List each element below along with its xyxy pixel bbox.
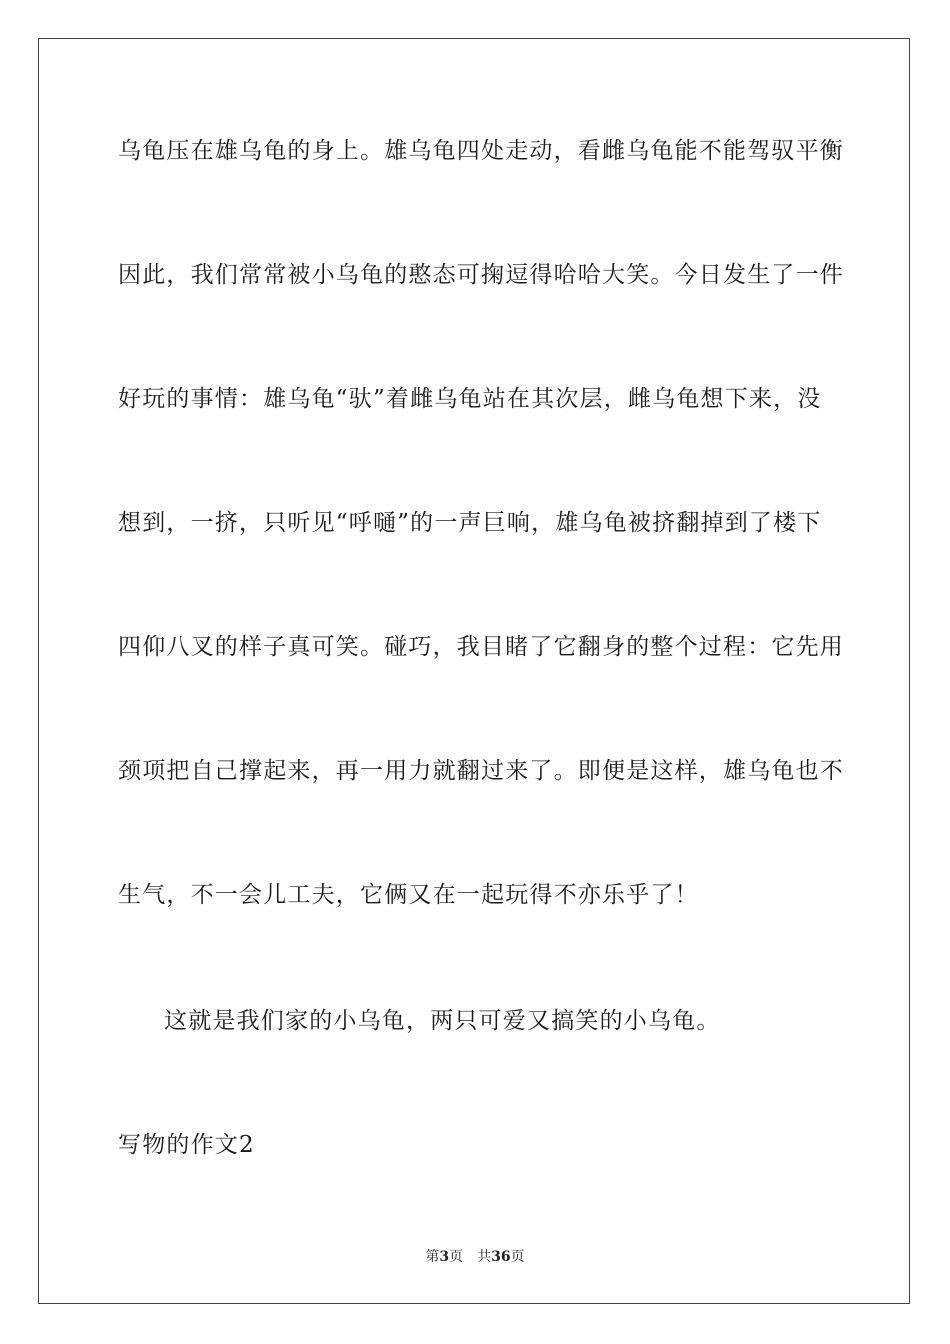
- body-line-5: 四仰八叉的样子真可笑。碰巧，我目睹了它翻身的整个过程：它先用: [118, 634, 844, 660]
- page-border: [38, 38, 910, 1304]
- body-line-7: 生气，不一会儿工夫，它俩又在一起玩得不亦乐乎了！: [118, 882, 699, 908]
- closing-paragraph: 这就是我们家的小乌龟，两只可爱又搞笑的小乌龟。: [164, 1008, 721, 1034]
- body-line-3: 好玩的事情：雄乌龟“驮”着雌乌龟站在其次层，雌乌龟想下来，没: [118, 386, 822, 412]
- page-suffix: 页: [449, 1249, 464, 1265]
- total-pages: 36: [491, 1249, 511, 1265]
- body-line-2: 因此，我们常常被小乌龟的憨态可掬逗得哈哈大笑。今日发生了一件: [118, 262, 844, 288]
- body-line-1: 乌龟压在雄乌龟的身上。雄乌龟四处走动，看雌乌龟能不能驾驭平衡: [118, 138, 844, 164]
- body-line-4: 想到，一挤，只听见“呼嗵”的一声巨响，雄乌龟被挤翻掉到了楼下: [118, 510, 822, 536]
- section-heading: 写物的作文2: [118, 1132, 255, 1158]
- body-line-6: 颈项把自己撑起来，再一用力就翻过来了。即便是这样，雄乌龟也不: [118, 758, 844, 784]
- page-number: 3: [439, 1249, 450, 1265]
- page-prefix: 第: [425, 1249, 440, 1265]
- page-footer: [0, 1248, 950, 1266]
- total-prefix: 共: [477, 1249, 492, 1265]
- total-suffix: 页: [510, 1249, 525, 1265]
